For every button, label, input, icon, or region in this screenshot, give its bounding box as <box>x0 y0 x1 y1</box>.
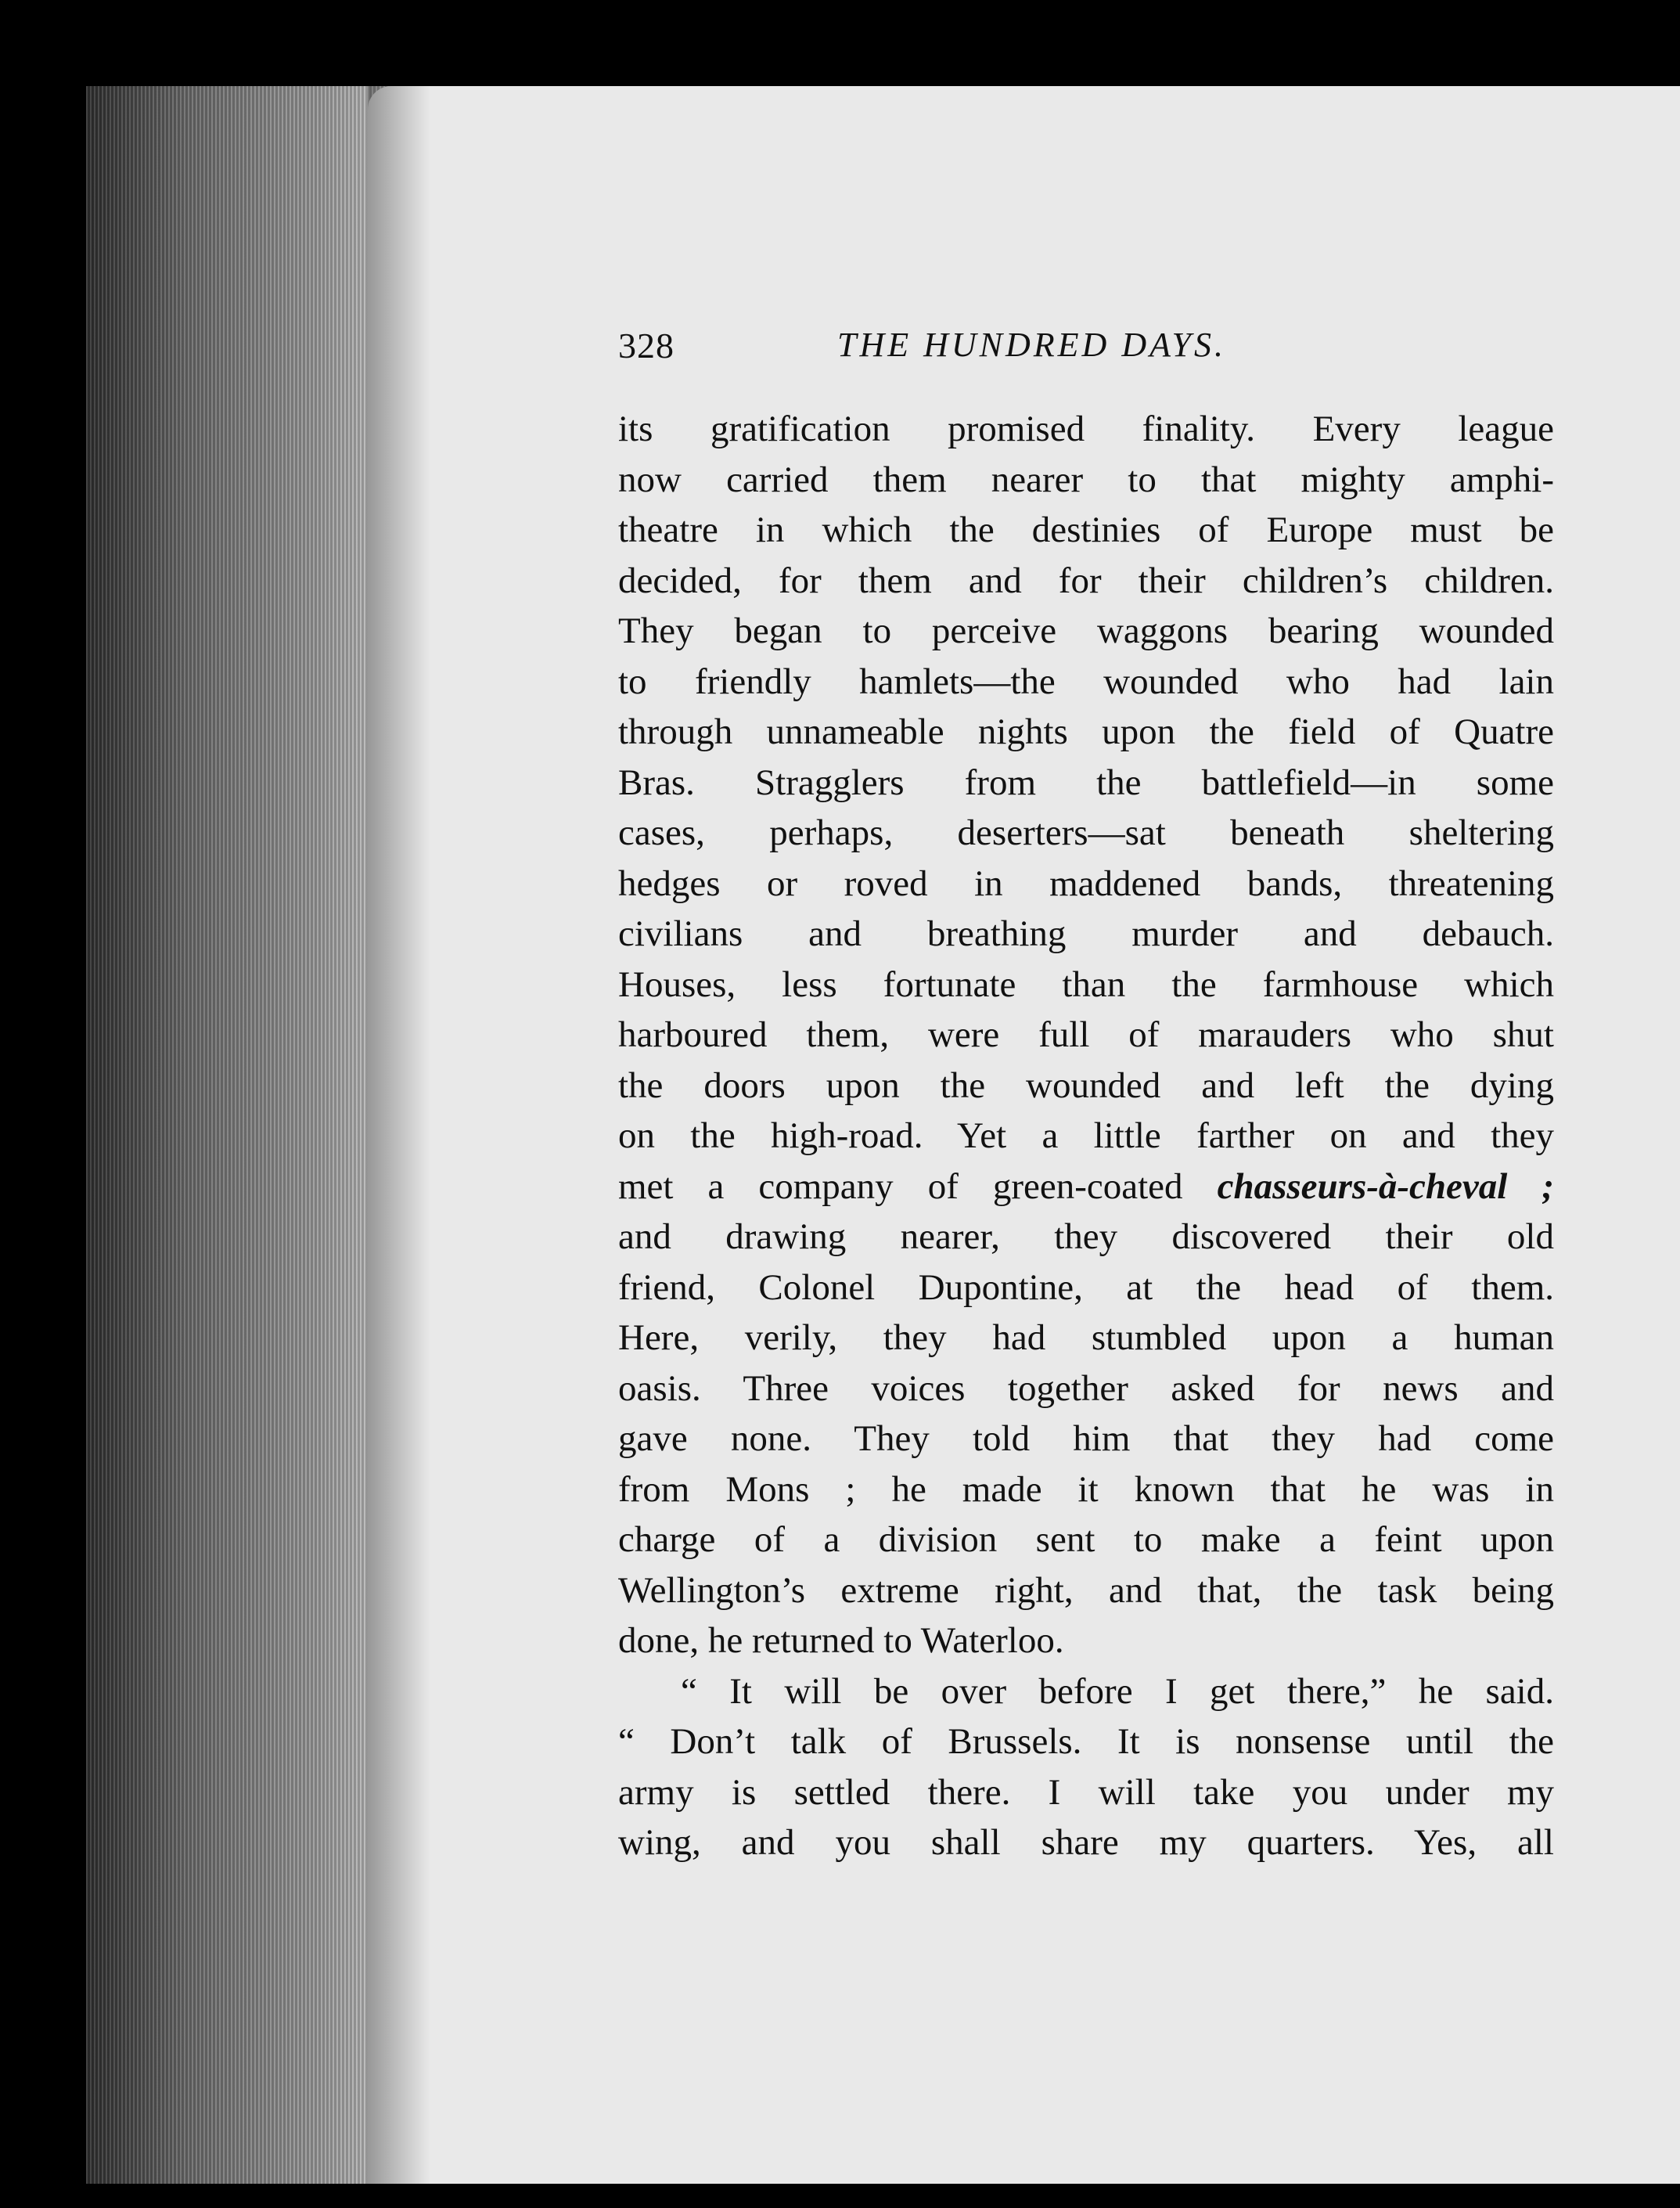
text-line: from Mons ; he made it known that he was in <box>618 1468 1554 1510</box>
text-line: gave none. They told him that they had come <box>618 1418 1554 1459</box>
text-line: its gratification promised finality. Every league <box>618 409 1554 449</box>
text-line: Here, verily, they had stumbled upon a human <box>618 1317 1554 1358</box>
text-line: on the high-road. Yet a little farther on and they <box>618 1115 1554 1156</box>
text-line-with-emphasis <box>618 1162 1554 1212</box>
page-number: 328 <box>618 326 675 366</box>
text-line: civilians and breathing murder and debauch. <box>618 913 1554 954</box>
text-line: to friendly hamlets—the wounded who had lain <box>618 661 1554 702</box>
text-line: the doors upon the wounded and left the dying <box>618 1064 1554 1106</box>
text-line-start: met a company of green-coated <box>618 1165 1218 1207</box>
text-line: now carried them nearer to that mighty amphi- <box>618 459 1554 500</box>
text-line: harboured them, were full of marauders who shut <box>618 1014 1554 1055</box>
text-line: army is settled there. I will take you under my <box>618 1771 1554 1813</box>
text-line: theatre in which the destinies of Europe must be <box>618 510 1554 550</box>
text-line: Houses, less fortunate than the farmhouse which <box>618 964 1554 1005</box>
text-line: “ Don’t talk of Brussels. It is nonsense until the <box>618 1721 1554 1762</box>
text-line: and drawing nearer, they discovered their old <box>618 1216 1554 1257</box>
text-line: They began to perceive waggons bearing wounded <box>618 611 1554 651</box>
emphasized-phrase: chasseurs-à-cheval ; <box>1217 1165 1555 1207</box>
text-line: charge of a division sent to make a feint upon <box>618 1519 1554 1560</box>
text-line: decided, for them and for their children’s children. <box>618 560 1554 601</box>
text-line: Wellington’s extreme right, and that, the task being <box>618 1569 1554 1611</box>
text-line: wing, and you shall share my quarters. Yes, all <box>618 1822 1554 1863</box>
page-header <box>618 325 1557 372</box>
text-line: friend, Colonel Dupontine, at the head of them. <box>618 1266 1554 1308</box>
running-title: THE HUNDRED DAYS. <box>837 326 1227 364</box>
text-line: Bras. Stragglers from the battlefield—in some <box>618 762 1554 803</box>
text-line: oasis. Three voices together asked for news and <box>618 1367 1554 1409</box>
text-line: hedges or roved in maddened bands, threatening <box>618 863 1554 904</box>
text-line: “ It will be over before I get there,” he said. <box>681 1670 1554 1712</box>
text-line: through unnameable nights upon the field of Quatre <box>618 711 1554 752</box>
body-text <box>618 404 1554 1868</box>
text-line: cases, perhaps, deserters—sat beneath sheltering <box>618 812 1554 853</box>
book-page-edges <box>86 86 415 2184</box>
text-line: done, he returned to Waterloo. <box>618 1620 1064 1661</box>
